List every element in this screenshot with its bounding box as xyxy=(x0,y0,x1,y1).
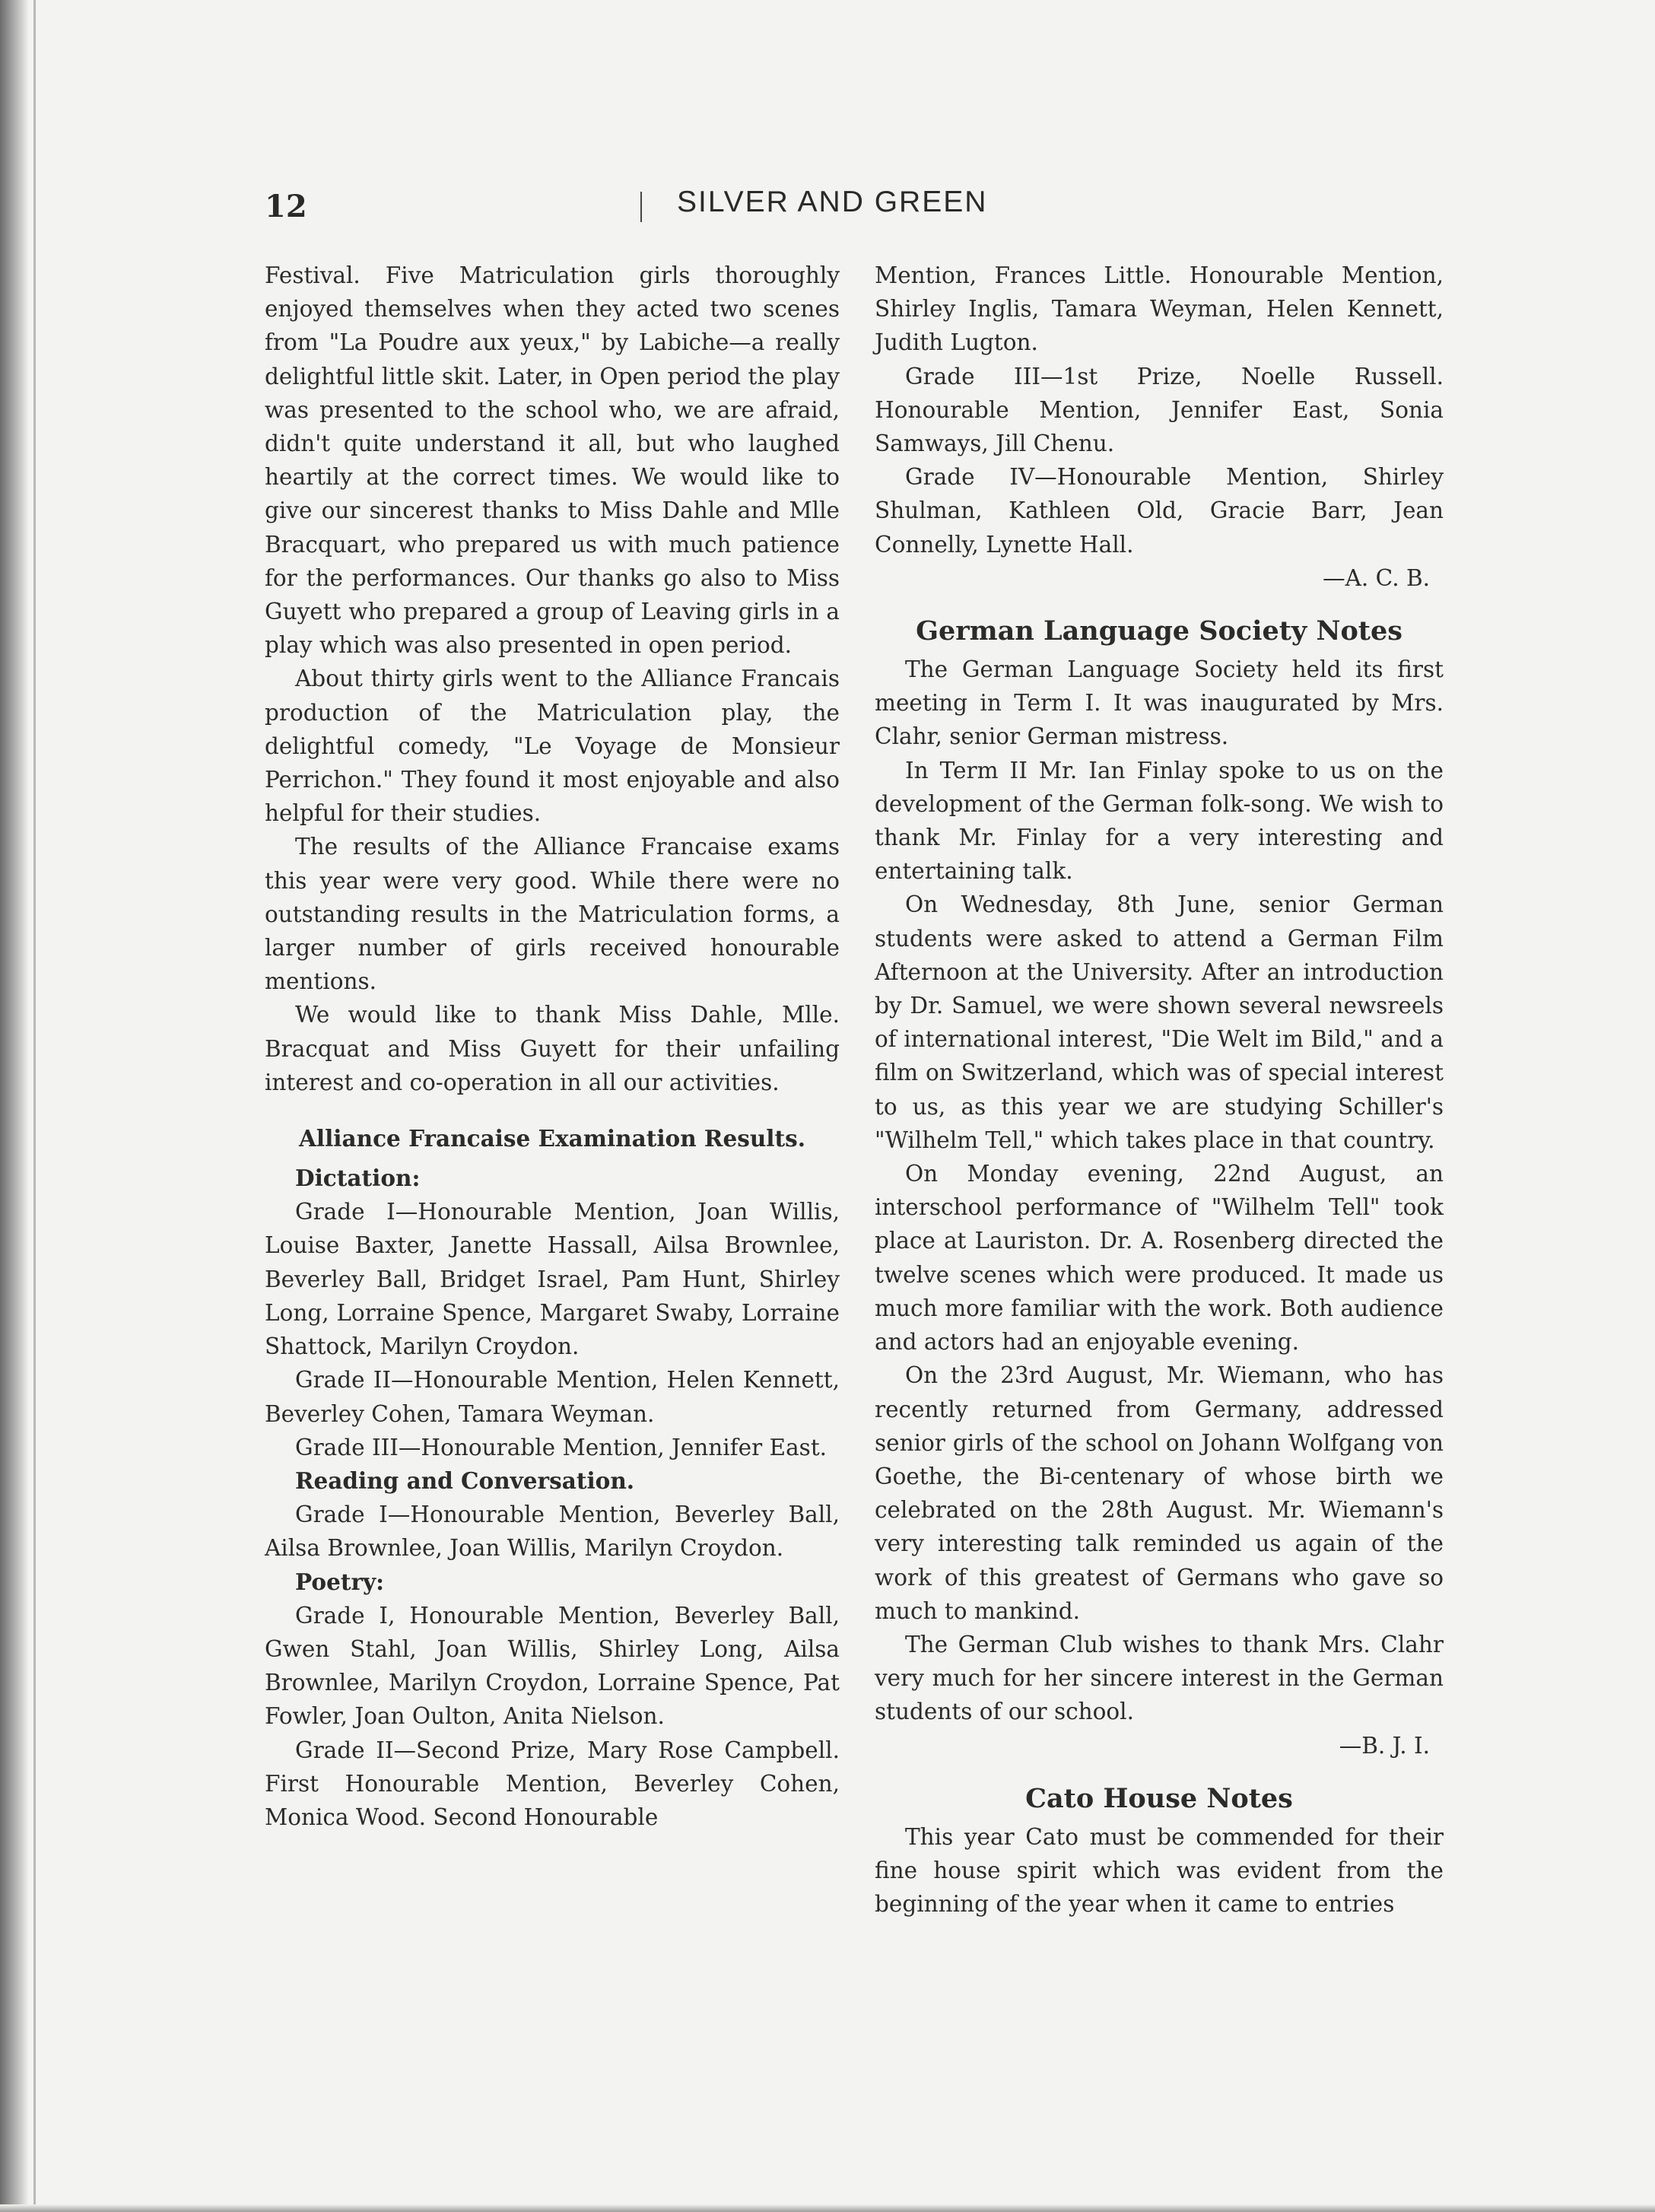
exam-results-paragraph: The results of the Alliance Francaise exams this year were very good. While there were no outstanding results in the Matriculation forms, a larger number of girls received honourable mentions. xyxy=(265,834,840,995)
reading-grade-1: Grade I—Honourable Mention, Beverley Ball, Ailsa Brownlee, Joan Willis, Marilyn Croydon. xyxy=(265,1502,840,1562)
running-head xyxy=(265,186,1451,231)
signature-bji: —B. J. I. xyxy=(1339,1732,1430,1759)
header-divider xyxy=(640,192,642,222)
reading-heading: Reading and Conversation. xyxy=(295,1467,635,1494)
poetry-heading: Poetry: xyxy=(295,1568,385,1595)
signature-acb: —A. C. B. xyxy=(1323,564,1430,591)
german-paragraph-1: The German Language Society held its first meeting in Term I. It was inaugurated by Mrs. Clahr, senior German mistress. xyxy=(875,656,1444,750)
german-paragraph-5: On the 23rd August, Mr. Wiemann, who has recently returned from Germany, addressed senior girls of the school on Johann Wolfgang von Goethe, the Bi-centenary of whose birth we celebrated on the 28th August. Mr. Wiemann's very interesting talk reminded us again of the work of this greatest of Germans who gave so much to mankind. xyxy=(875,1362,1444,1624)
dictation-grade-1: Grade I—Honourable Mention, Joan Willis, Louise Baxter, Janette Hassall, Ailsa Brownlee, Beverley Ball, Bridget Israel, Pam Hunt, Shirley Long, Lorraine Spence, Margaret Swaby, Lorraine Shattock, Marilyn Croydon. xyxy=(265,1199,840,1360)
results-heading: Alliance Francaise Examination Results. xyxy=(299,1125,805,1152)
page-number: 12 xyxy=(265,189,307,224)
cato-paragraph-1: This year Cato must be commended for their fine house spirit which was evident from the beginning of the year when it came to entries xyxy=(875,1823,1444,1918)
page-bottom-edge xyxy=(0,2204,1655,2212)
right-column xyxy=(875,259,1444,1921)
dictation-grade-3: Grade III—Honourable Mention, Jennifer East. xyxy=(295,1434,828,1460)
poetry-grade-3: Grade III—1st Prize, Noelle Russell. Honourable Mention, Jennifer East, Sonia Samways, Jill Chenu. xyxy=(875,363,1444,457)
dictation-grade-2: Grade II—Honourable Mention, Helen Kennett, Beverley Cohen, Tamara Weyman. xyxy=(265,1367,840,1427)
binding-edge xyxy=(33,0,36,2212)
left-column xyxy=(265,259,840,1834)
german-paragraph-3: On Wednesday, 8th June, senior German students were asked to attend a German Film Afternoon at the University. After an introduction by Dr. Samuel, we were shown several newsreels of international interest, "Die Welt im Bild," and a film on Switzerland, which was of special interest to us, as this year we are studying Schiller's "Wilhelm Tell," which takes place in that country. xyxy=(875,891,1444,1153)
poetry-grade-4: Grade IV—Honourable Mention, Shirley Shulman, Kathleen Old, Gracie Barr, Jean Connelly, Lynette Hall. xyxy=(875,464,1444,558)
german-society-heading: German Language Society Notes xyxy=(916,615,1402,647)
thanks-paragraph: We would like to thank Miss Dahle, Mlle. Bracquat and Miss Guyett for their unfailing interest and co-operation in all our activities. xyxy=(265,1002,840,1095)
german-paragraph-2: In Term II Mr. Ian Finlay spoke to us on the development of the German folk-song. We wish to thank Mr. Finlay for a very interesting and entertaining talk. xyxy=(875,757,1444,885)
cato-house-heading: Cato House Notes xyxy=(1025,1782,1293,1814)
alliance-production-paragraph: About thirty girls went to the Alliance Francais production of the Matriculation play, the delightful comedy, "Le Voyage de Monsieur Perrichon." They found it most enjoyable and also helpful for their studies. xyxy=(265,666,840,827)
poetry-grade-1: Grade I, Honourable Mention, Beverley Ball, Gwen Stahl, Joan Willis, Shirley Long, Ailsa Brownlee, Marilyn Croydon, Lorraine Spence, Pat Fowler, Joan Oulton, Anita Nielson. xyxy=(265,1602,840,1730)
french-report-paragraph: Festival. Five Matriculation girls thoroughly enjoyed themselves when they acted two scenes from "La Poudre aux yeux," by Labiche—a really delightful little skit. Later, in Open period the play was presented to the school who, we are afraid, didn't quite understand it all, but who laughed heartily at the correct times. We would like to give our sincerest thanks to Miss Dahle and Mlle Bracquart, who prepared us with much patience for the performances. Our thanks go also to Miss Guyett who prepared a group of Leaving girls in a play which was also presented in open period. xyxy=(265,262,840,659)
poetry-grade-2: Grade II—Second Prize, Mary Rose Campbell. First Honourable Mention, Beverley Cohen, Monica Wood. Second Honourable xyxy=(265,1737,840,1830)
dictation-heading: Dictation: xyxy=(295,1165,421,1192)
poetry-grade-2-continued: Mention, Frances Little. Honourable Mention, Shirley Inglis, Tamara Weyman, Helen Kennett, Judith Lugton. xyxy=(875,262,1444,356)
german-paragraph-4: On Monday evening, 22nd August, an interschool performance of "Wilhelm Tell" took place at Lauriston. Dr. A. Rosenberg directed the twelve scenes which were produced. It made us much more familiar with the work. Both audience and actors had an enjoyable evening. xyxy=(875,1161,1444,1355)
journal-title: SILVER AND GREEN xyxy=(677,186,988,218)
german-paragraph-6: The German Club wishes to thank Mrs. Clahr very much for her sincere interest in the German students of our school. xyxy=(875,1631,1444,1725)
page-binding-shadow xyxy=(0,0,29,2212)
